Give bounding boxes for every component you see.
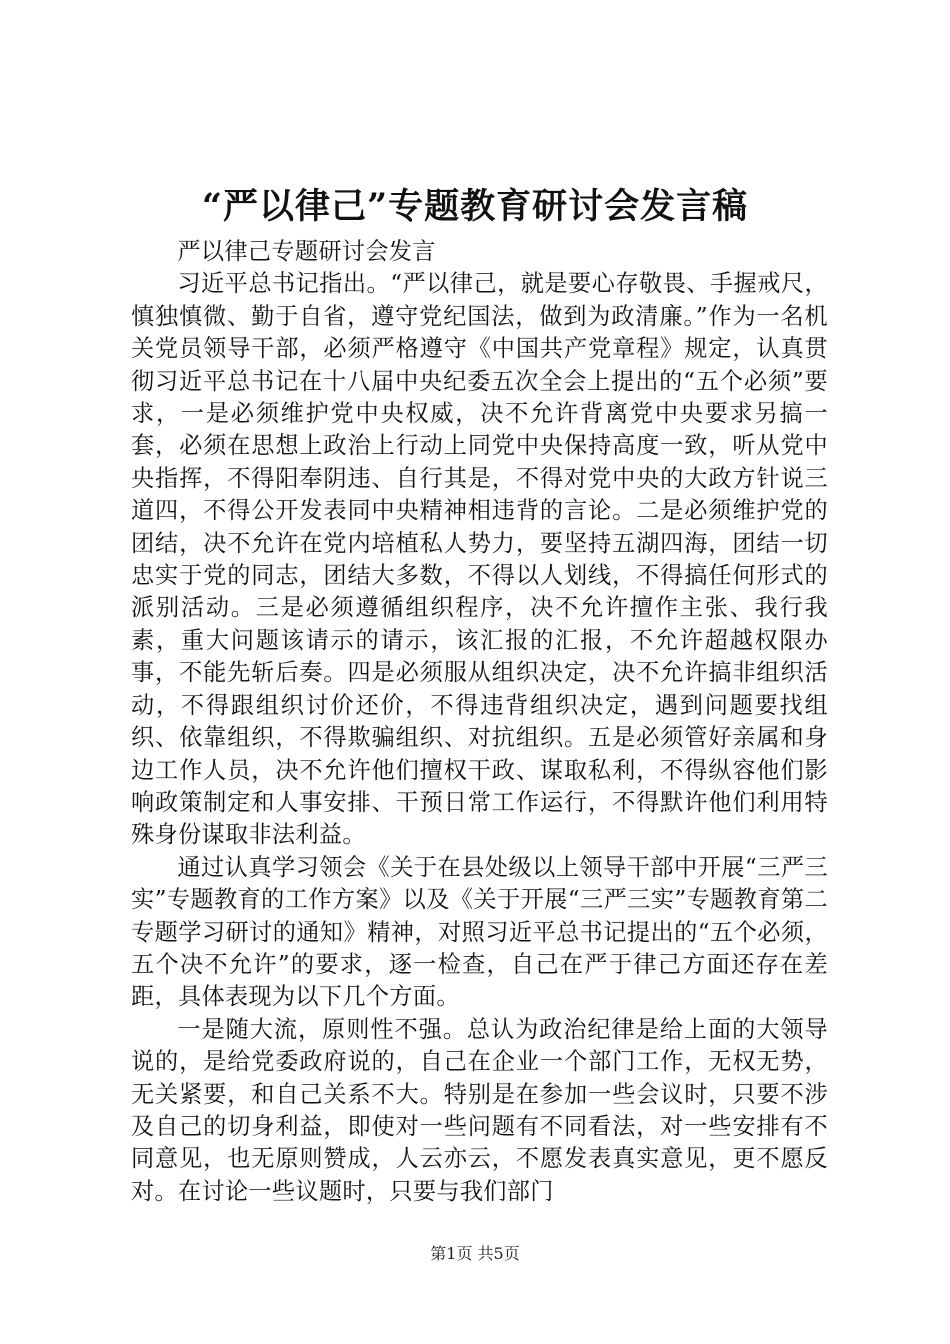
page-number-footer: 第1页 共5页 bbox=[430, 1244, 520, 1263]
document-body bbox=[131, 236, 828, 1208]
body-paragraph-3: 一是随大流，原则性不强。总认为政治纪律是给上面的大领导说的，是给党委政府说的，自己在企业一个部门工作，无权无势，无关紧要，和自己关系不大。特别是在参加一些会议时，只要不涉及自己的切身利益，即使对一些问题有不同看法，对一些安排有不同意见，也无原则赞成，人云亦云，不愿发表真实意见，更不愿反对。在讨论一些议题时，只要与我们部门 bbox=[131, 1015, 828, 1205]
body-paragraph-2: 通过认真学习领会《关于在县处级以上领导干部中开展“三严三实”专题教育的工作方案》以及《关于开展“三严三实”专题教育第二专题学习研讨的通知》精神，对照习近平总书记提出的“五个必须，五个决不允许”的要求，逐一检查，自己在严于律己方面还存在差距，具体表现为以下几个方面。 bbox=[131, 853, 828, 1011]
subtitle-paragraph: 严以律己专题研讨会发言 bbox=[177, 238, 436, 265]
body-paragraph-1: 习近平总书记指出。“严以律己，就是要心存敬畏、手握戒尺，慎独慎微、勤于自省，遵守党纪国法，做到为政清廉。”作为一名机关党员领导干部，必须严格遵守《中国共产党章程》规定，认真贯彻习近平总书记在十八届中央纪委五次全会上提出的“五个必须”要求，一是必须维护党中央权威，决不允许背离党中央要求另搞一套，必须在思想上政治上行动上同党中央保持高度一致，听从党中央指挥，不得阳奉阴违、自行其是，不得对党中央的大政方针说三道四，不得公开发表同中央精神相违背的言论。二是必须维护党的团结，决不允许在党内培植私人势力，要坚持五湖四海，团结一切忠实于党的同志，团结大多数，不得以人划线，不得搞任何形式的派别活动。三是必须遵循组织程序，决不允许擅作主张、我行我素，重大问题该请示的请示，该汇报的汇报，不允许超越权限办事，不能先斩后奏。四是必须服从组织决定，决不允许搞非组织活动，不得跟组织讨价还价，不得违背组织决定，遇到问题要找组织、依靠组织，不得欺骗组织、对抗组织。五是必须管好亲属和身边工作人员，决不允许他们擅权干政、谋取私利，不得纵容他们影响政策制定和人事安排、干预日常工作运行，不得默许他们利用特殊身份谋取非法利益。 bbox=[131, 270, 828, 849]
document-title: “严以律己”专题教育研讨会发言稿 bbox=[201, 186, 749, 227]
